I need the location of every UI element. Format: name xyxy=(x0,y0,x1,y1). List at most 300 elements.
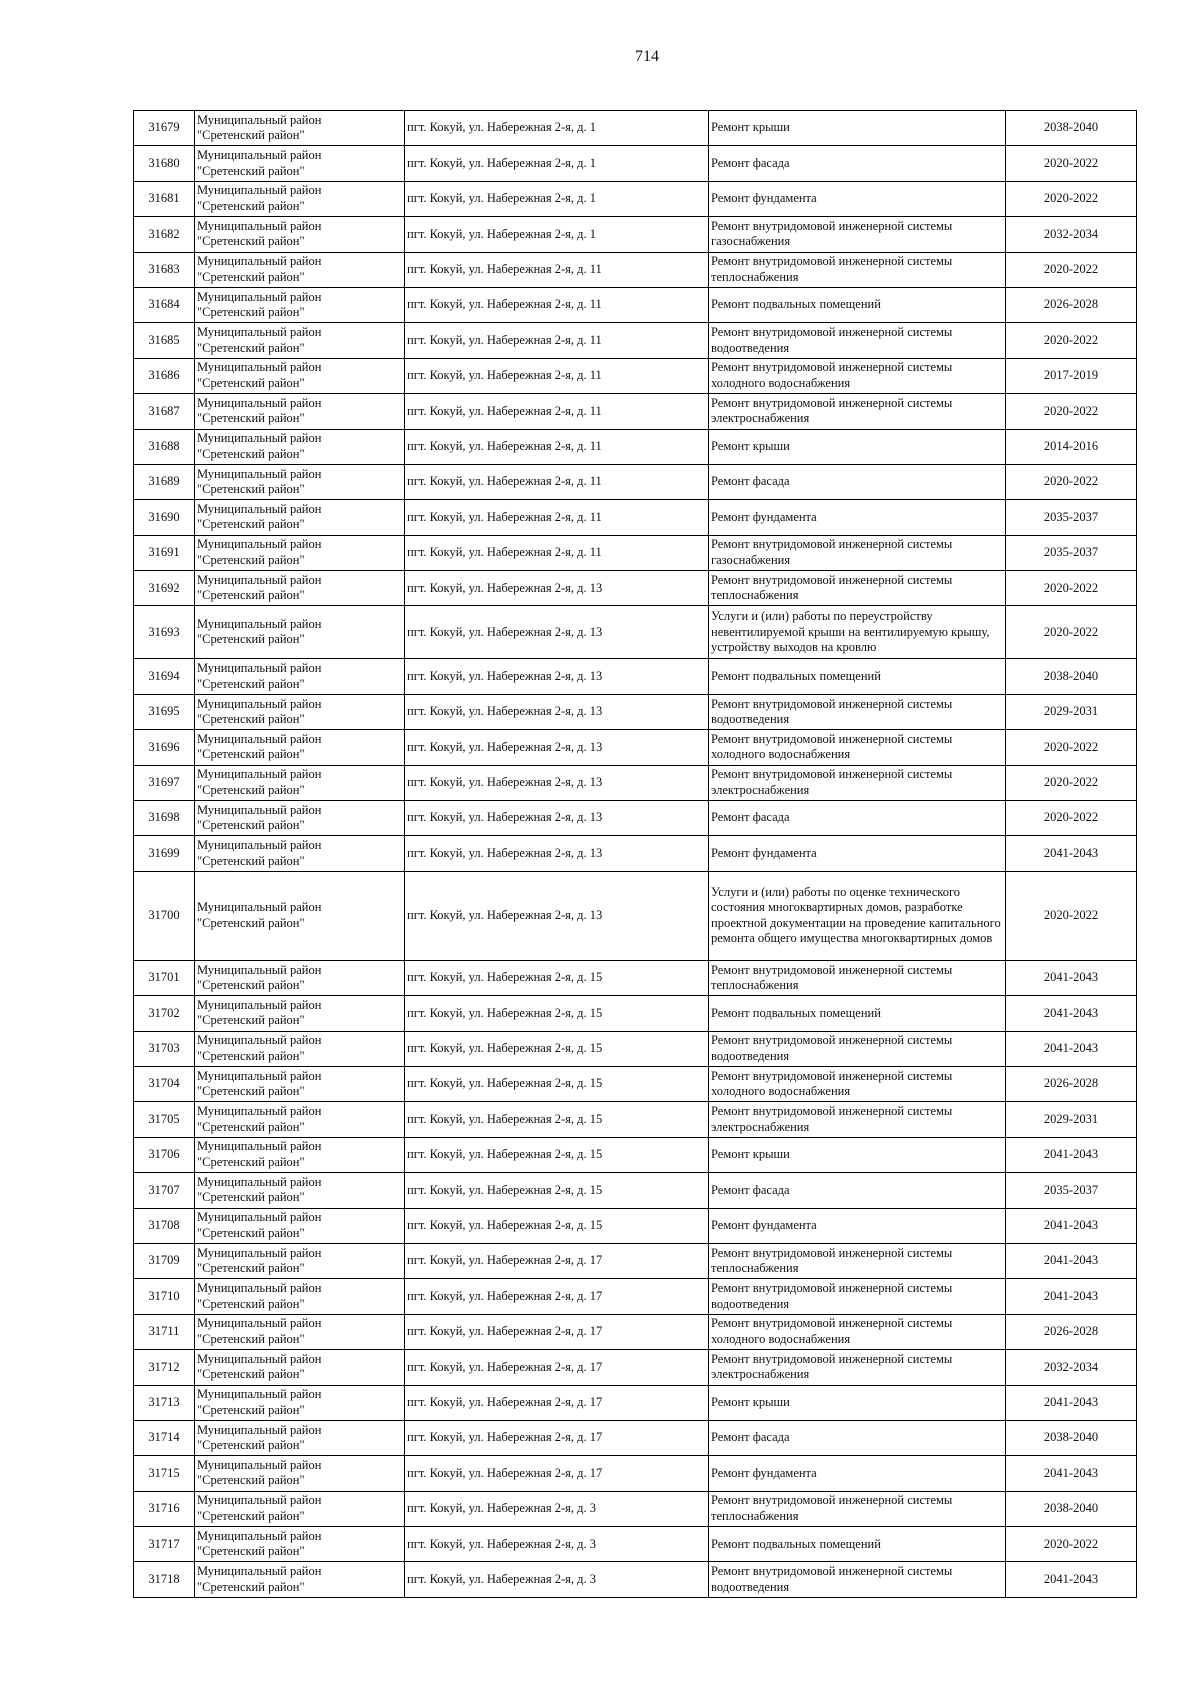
period: 2020-2022 xyxy=(1006,571,1137,606)
record-number: 31684 xyxy=(134,287,195,322)
period: 2041-2043 xyxy=(1006,1279,1137,1314)
municipality-line-1: Муниципальный район xyxy=(197,1457,322,1472)
record-number: 31701 xyxy=(134,960,195,995)
table-row xyxy=(134,836,1137,871)
municipality-line-1: Муниципальный район xyxy=(197,537,322,552)
table-row xyxy=(134,1137,1137,1172)
period: 2038-2040 xyxy=(1006,1491,1137,1526)
period: 2041-2043 xyxy=(1006,960,1137,995)
municipality-line-1: Муниципальный район xyxy=(197,501,322,516)
municipality xyxy=(195,358,405,393)
period: 2020-2022 xyxy=(1006,765,1137,800)
municipality-line-2: "Сретенский район" xyxy=(197,712,305,727)
table-row xyxy=(134,358,1137,393)
work-type: Ремонт фасада xyxy=(709,146,1006,181)
period: 2041-2043 xyxy=(1006,1137,1137,1172)
work-type: Ремонт подвальных помещений xyxy=(709,659,1006,694)
municipality-line-2: "Сретенский район" xyxy=(197,915,305,930)
work-type: Ремонт подвальных помещений xyxy=(709,1527,1006,1562)
municipality-line-1: Муниципальный район xyxy=(197,325,322,340)
table-row xyxy=(134,111,1137,146)
table-row xyxy=(134,765,1137,800)
municipality-line-2: "Сретенский район" xyxy=(197,128,305,143)
work-type: Ремонт внутридомовой инженерной системы холодного водоснабжения xyxy=(709,1314,1006,1349)
municipality xyxy=(195,1066,405,1101)
table-row xyxy=(134,1350,1137,1385)
work-type: Ремонт фасада xyxy=(709,1420,1006,1455)
work-type: Ремонт внутридомовой инженерной системы водоотведения xyxy=(709,694,1006,729)
period: 2035-2037 xyxy=(1006,500,1137,535)
table-row xyxy=(134,535,1137,570)
municipality xyxy=(195,836,405,871)
municipality xyxy=(195,1456,405,1491)
municipality xyxy=(195,1385,405,1420)
record-number: 31699 xyxy=(134,836,195,871)
municipality xyxy=(195,606,405,659)
table-row xyxy=(134,996,1137,1031)
municipality-line-1: Муниципальный район xyxy=(197,1174,322,1189)
work-type: Ремонт крыши xyxy=(709,429,1006,464)
record-number: 31709 xyxy=(134,1243,195,1278)
municipality-line-2: "Сретенский район" xyxy=(197,411,305,426)
work-type: Ремонт внутридомовой инженерной системы теплоснабжения xyxy=(709,252,1006,287)
work-type: Ремонт внутридомовой инженерной системы электроснабжения xyxy=(709,1102,1006,1137)
record-number: 31686 xyxy=(134,358,195,393)
table-row xyxy=(134,287,1137,322)
municipality-line-1: Муниципальный район xyxy=(197,395,322,410)
municipality-line-1: Муниципальный район xyxy=(197,148,322,163)
table-row xyxy=(134,571,1137,606)
table-row xyxy=(134,146,1137,181)
table-row xyxy=(134,1208,1137,1243)
municipality xyxy=(195,1102,405,1137)
municipality-line-2: "Сретенский район" xyxy=(197,1296,305,1311)
address: пгт. Кокуй, ул. Набережная 2-я, д. 1 xyxy=(405,111,709,146)
table-row xyxy=(134,464,1137,499)
period: 2026-2028 xyxy=(1006,1066,1137,1101)
table-row xyxy=(134,1385,1137,1420)
record-number: 31679 xyxy=(134,111,195,146)
record-number: 31681 xyxy=(134,181,195,216)
municipality-line-1: Муниципальный район xyxy=(197,1422,322,1437)
municipality xyxy=(195,1031,405,1066)
table-row xyxy=(134,694,1137,729)
period: 2041-2043 xyxy=(1006,1208,1137,1243)
municipality xyxy=(195,323,405,358)
municipality-line-2: "Сретенский район" xyxy=(197,1508,305,1523)
address: пгт. Кокуй, ул. Набережная 2-я, д. 15 xyxy=(405,1031,709,1066)
municipality-line-1: Муниципальный район xyxy=(197,289,322,304)
address: пгт. Кокуй, ул. Набережная 2-я, д. 17 xyxy=(405,1279,709,1314)
record-number: 31707 xyxy=(134,1173,195,1208)
record-number: 31693 xyxy=(134,606,195,659)
municipality xyxy=(195,1173,405,1208)
municipality-line-1: Муниципальный район xyxy=(197,900,322,915)
municipality xyxy=(195,1243,405,1278)
period: 2020-2022 xyxy=(1006,181,1137,216)
record-number: 31708 xyxy=(134,1208,195,1243)
address: пгт. Кокуй, ул. Набережная 2-я, д. 15 xyxy=(405,1208,709,1243)
record-number: 31703 xyxy=(134,1031,195,1066)
municipality-line-2: "Сретенский район" xyxy=(197,375,305,390)
record-number: 31706 xyxy=(134,1137,195,1172)
municipality-line-1: Муниципальный район xyxy=(197,572,322,587)
municipality-line-2: "Сретенский район" xyxy=(197,1367,305,1382)
table-row xyxy=(134,323,1137,358)
record-number: 31683 xyxy=(134,252,195,287)
municipality-line-2: "Сретенский район" xyxy=(197,1331,305,1346)
municipality-line-2: "Сретенский район" xyxy=(197,1190,305,1205)
work-type: Ремонт внутридомовой инженерной системы холодного водоснабжения xyxy=(709,1066,1006,1101)
municipality xyxy=(195,1527,405,1562)
address: пгт. Кокуй, ул. Набережная 2-я, д. 11 xyxy=(405,464,709,499)
municipality-line-2: "Сретенский район" xyxy=(197,747,305,762)
municipality-line-2: "Сретенский район" xyxy=(197,1544,305,1559)
municipality-line-1: Муниципальный район xyxy=(197,1245,322,1260)
record-number: 31705 xyxy=(134,1102,195,1137)
municipality-line-1: Муниципальный район xyxy=(197,1033,322,1048)
work-type: Ремонт внутридомовой инженерной системы электроснабжения xyxy=(709,765,1006,800)
record-number: 31718 xyxy=(134,1562,195,1597)
record-number: 31712 xyxy=(134,1350,195,1385)
address: пгт. Кокуй, ул. Набережная 2-я, д. 13 xyxy=(405,659,709,694)
municipality xyxy=(195,252,405,287)
municipality xyxy=(195,659,405,694)
municipality xyxy=(195,1491,405,1526)
address: пгт. Кокуй, ул. Набережная 2-я, д. 13 xyxy=(405,571,709,606)
table-row xyxy=(134,429,1137,464)
record-number: 31689 xyxy=(134,464,195,499)
municipality-line-1: Муниципальный район xyxy=(197,183,322,198)
municipality-line-1: Муниципальный район xyxy=(197,731,322,746)
period: 2035-2037 xyxy=(1006,1173,1137,1208)
address: пгт. Кокуй, ул. Набережная 2-я, д. 3 xyxy=(405,1527,709,1562)
municipality-line-2: "Сретенский район" xyxy=(197,1402,305,1417)
municipality xyxy=(195,429,405,464)
municipality-line-1: Муниципальный район xyxy=(197,767,322,782)
table-body xyxy=(134,111,1137,1598)
work-type: Ремонт фундамента xyxy=(709,1208,1006,1243)
municipality-line-2: "Сретенский район" xyxy=(197,234,305,249)
municipality-line-2: "Сретенский район" xyxy=(197,552,305,567)
record-number: 31692 xyxy=(134,571,195,606)
address: пгт. Кокуй, ул. Набережная 2-я, д. 3 xyxy=(405,1562,709,1597)
municipality-line-1: Муниципальный район xyxy=(197,616,322,631)
address: пгт. Кокуй, ул. Набережная 2-я, д. 15 xyxy=(405,1173,709,1208)
table-row xyxy=(134,252,1137,287)
address: пгт. Кокуй, ул. Набережная 2-я, д. 17 xyxy=(405,1420,709,1455)
municipality-line-2: "Сретенский район" xyxy=(197,782,305,797)
municipality xyxy=(195,765,405,800)
record-number: 31717 xyxy=(134,1527,195,1562)
table-row xyxy=(134,801,1137,836)
record-number: 31713 xyxy=(134,1385,195,1420)
record-number: 31691 xyxy=(134,535,195,570)
municipality xyxy=(195,146,405,181)
period: 2041-2043 xyxy=(1006,1031,1137,1066)
municipality xyxy=(195,500,405,535)
address: пгт. Кокуй, ул. Набережная 2-я, д. 13 xyxy=(405,871,709,960)
municipality xyxy=(195,1137,405,1172)
address: пгт. Кокуй, ул. Набережная 2-я, д. 11 xyxy=(405,323,709,358)
period: 2020-2022 xyxy=(1006,606,1137,659)
record-number: 31702 xyxy=(134,996,195,1031)
address: пгт. Кокуй, ул. Набережная 2-я, д. 15 xyxy=(405,1137,709,1172)
municipality xyxy=(195,1420,405,1455)
municipality-line-2: "Сретенский район" xyxy=(197,1225,305,1240)
work-type: Ремонт внутридомовой инженерной системы электроснабжения xyxy=(709,1350,1006,1385)
municipality-line-2: "Сретенский район" xyxy=(197,163,305,178)
work-type: Ремонт фундамента xyxy=(709,500,1006,535)
period: 2020-2022 xyxy=(1006,801,1137,836)
address: пгт. Кокуй, ул. Набережная 2-я, д. 1 xyxy=(405,181,709,216)
period: 2041-2043 xyxy=(1006,836,1137,871)
municipality xyxy=(195,111,405,146)
municipality-line-1: Муниципальный район xyxy=(197,1281,322,1296)
table-row xyxy=(134,960,1137,995)
municipality-line-2: "Сретенский район" xyxy=(197,1261,305,1276)
record-number: 31714 xyxy=(134,1420,195,1455)
table-row xyxy=(134,1491,1137,1526)
municipality-line-1: Муниципальный район xyxy=(197,254,322,269)
address: пгт. Кокуй, ул. Набережная 2-я, д. 1 xyxy=(405,146,709,181)
address: пгт. Кокуй, ул. Набережная 2-я, д. 17 xyxy=(405,1243,709,1278)
period: 2020-2022 xyxy=(1006,464,1137,499)
municipality-line-1: Муниципальный район xyxy=(197,466,322,481)
period: 2017-2019 xyxy=(1006,358,1137,393)
period: 2041-2043 xyxy=(1006,1243,1137,1278)
period: 2029-2031 xyxy=(1006,1102,1137,1137)
record-number: 31704 xyxy=(134,1066,195,1101)
period: 2041-2043 xyxy=(1006,1562,1137,1597)
period: 2020-2022 xyxy=(1006,394,1137,429)
period: 2035-2037 xyxy=(1006,535,1137,570)
municipality-line-2: "Сретенский район" xyxy=(197,198,305,213)
municipality-line-2: "Сретенский район" xyxy=(197,853,305,868)
work-type: Ремонт фундамента xyxy=(709,1456,1006,1491)
table-row xyxy=(134,1420,1137,1455)
record-number: 31682 xyxy=(134,217,195,252)
period: 2026-2028 xyxy=(1006,287,1137,322)
table-row xyxy=(134,730,1137,765)
work-type: Ремонт внутридомовой инженерной системы теплоснабжения xyxy=(709,1243,1006,1278)
municipality-line-2: "Сретенский район" xyxy=(197,340,305,355)
table-row xyxy=(134,1527,1137,1562)
address: пгт. Кокуй, ул. Набережная 2-я, д. 17 xyxy=(405,1456,709,1491)
work-type: Ремонт фундамента xyxy=(709,836,1006,871)
table-row xyxy=(134,1243,1137,1278)
municipality-line-2: "Сретенский район" xyxy=(197,1119,305,1134)
municipality-line-1: Муниципальный район xyxy=(197,1387,322,1402)
work-type: Ремонт внутридомовой инженерной системы водоотведения xyxy=(709,323,1006,358)
municipality-line-1: Муниципальный район xyxy=(197,1139,322,1154)
work-type: Ремонт фасада xyxy=(709,464,1006,499)
municipality xyxy=(195,287,405,322)
municipality-line-1: Муниципальный район xyxy=(197,1104,322,1119)
municipality-line-2: "Сретенский район" xyxy=(197,446,305,461)
work-type: Ремонт внутридомовой инженерной системы газоснабжения xyxy=(709,535,1006,570)
record-number: 31698 xyxy=(134,801,195,836)
address: пгт. Кокуй, ул. Набережная 2-я, д. 13 xyxy=(405,836,709,871)
record-number: 31694 xyxy=(134,659,195,694)
table-row xyxy=(134,1279,1137,1314)
work-type: Ремонт фасада xyxy=(709,801,1006,836)
record-number: 31711 xyxy=(134,1314,195,1349)
record-number: 31700 xyxy=(134,871,195,960)
period: 2041-2043 xyxy=(1006,1456,1137,1491)
work-type: Ремонт внутридомовой инженерной системы водоотведения xyxy=(709,1562,1006,1597)
table-row xyxy=(134,1102,1137,1137)
work-type: Ремонт внутридомовой инженерной системы теплоснабжения xyxy=(709,1491,1006,1526)
period: 2020-2022 xyxy=(1006,1527,1137,1562)
municipality xyxy=(195,394,405,429)
address: пгт. Кокуй, ул. Набережная 2-я, д. 13 xyxy=(405,730,709,765)
work-type: Ремонт подвальных помещений xyxy=(709,996,1006,1031)
address: пгт. Кокуй, ул. Набережная 2-я, д. 11 xyxy=(405,358,709,393)
address: пгт. Кокуй, ул. Набережная 2-я, д. 11 xyxy=(405,429,709,464)
municipality xyxy=(195,694,405,729)
table-row xyxy=(134,659,1137,694)
table-row xyxy=(134,1456,1137,1491)
address: пгт. Кокуй, ул. Набережная 2-я, д. 15 xyxy=(405,1066,709,1101)
municipality-line-2: "Сретенский район" xyxy=(197,1473,305,1488)
municipality-line-1: Муниципальный район xyxy=(197,696,322,711)
period: 2020-2022 xyxy=(1006,871,1137,960)
work-type: Ремонт подвальных помещений xyxy=(709,287,1006,322)
table-row xyxy=(134,500,1137,535)
municipality-line-1: Муниципальный район xyxy=(197,1068,322,1083)
municipality xyxy=(195,730,405,765)
municipality-line-2: "Сретенский район" xyxy=(197,1084,305,1099)
table-row xyxy=(134,1314,1137,1349)
municipality-line-1: Муниципальный район xyxy=(197,661,322,676)
municipality-line-1: Муниципальный район xyxy=(197,1493,322,1508)
municipality-line-1: Муниципальный район xyxy=(197,1564,322,1579)
address: пгт. Кокуй, ул. Набережная 2-я, д. 11 xyxy=(405,535,709,570)
municipality xyxy=(195,871,405,960)
municipality-line-2: "Сретенский район" xyxy=(197,588,305,603)
record-number: 31716 xyxy=(134,1491,195,1526)
municipality-line-2: "Сретенский район" xyxy=(197,517,305,532)
municipality-line-2: "Сретенский район" xyxy=(197,1154,305,1169)
period: 2020-2022 xyxy=(1006,323,1137,358)
address: пгт. Кокуй, ул. Набережная 2-я, д. 17 xyxy=(405,1350,709,1385)
table-row xyxy=(134,181,1137,216)
municipality xyxy=(195,1350,405,1385)
period: 2038-2040 xyxy=(1006,1420,1137,1455)
work-type: Услуги и (или) работы по оценке технического состояния многоквартирных домов, разработке проектной документации на проведение капитального ремонта общего имущества многоквартирных домов xyxy=(709,871,1006,960)
municipality xyxy=(195,464,405,499)
municipality xyxy=(195,217,405,252)
municipality-line-1: Муниципальный район xyxy=(197,1528,322,1543)
work-type: Ремонт внутридомовой инженерной системы водоотведения xyxy=(709,1031,1006,1066)
work-type: Ремонт крыши xyxy=(709,111,1006,146)
municipality-line-1: Муниципальный район xyxy=(197,1210,322,1225)
municipality xyxy=(195,181,405,216)
work-type: Ремонт внутридомовой инженерной системы теплоснабжения xyxy=(709,960,1006,995)
record-number: 31685 xyxy=(134,323,195,358)
record-number: 31687 xyxy=(134,394,195,429)
address: пгт. Кокуй, ул. Набережная 2-я, д. 11 xyxy=(405,394,709,429)
address: пгт. Кокуй, ул. Набережная 2-я, д. 15 xyxy=(405,960,709,995)
work-type: Ремонт внутридомовой инженерной системы холодного водоснабжения xyxy=(709,358,1006,393)
municipality-line-2: "Сретенский район" xyxy=(197,1579,305,1594)
municipality-line-2: "Сретенский район" xyxy=(197,632,305,647)
municipality-line-1: Муниципальный район xyxy=(197,112,322,127)
work-type: Ремонт внутридомовой инженерной системы водоотведения xyxy=(709,1279,1006,1314)
record-number: 31710 xyxy=(134,1279,195,1314)
municipality-line-1: Муниципальный район xyxy=(197,1316,322,1331)
period: 2020-2022 xyxy=(1006,146,1137,181)
municipality-line-2: "Сретенский район" xyxy=(197,818,305,833)
address: пгт. Кокуй, ул. Набережная 2-я, д. 15 xyxy=(405,1102,709,1137)
address: пгт. Кокуй, ул. Набережная 2-я, д. 3 xyxy=(405,1491,709,1526)
period: 2038-2040 xyxy=(1006,111,1137,146)
municipality xyxy=(195,571,405,606)
table-row xyxy=(134,1562,1137,1597)
table-row xyxy=(134,394,1137,429)
municipality-line-1: Муниципальный район xyxy=(197,838,322,853)
work-type: Ремонт внутридомовой инженерной системы теплоснабжения xyxy=(709,571,1006,606)
address: пгт. Кокуй, ул. Набережная 2-я, д. 11 xyxy=(405,500,709,535)
address: пгт. Кокуй, ул. Набережная 2-я, д. 13 xyxy=(405,801,709,836)
address: пгт. Кокуй, ул. Набережная 2-я, д. 1 xyxy=(405,217,709,252)
period: 2032-2034 xyxy=(1006,217,1137,252)
record-number: 31690 xyxy=(134,500,195,535)
period: 2026-2028 xyxy=(1006,1314,1137,1349)
record-number: 31715 xyxy=(134,1456,195,1491)
table-row xyxy=(134,606,1137,659)
record-number: 31696 xyxy=(134,730,195,765)
municipality xyxy=(195,1208,405,1243)
table-row xyxy=(134,217,1137,252)
municipality-line-2: "Сретенский район" xyxy=(197,676,305,691)
work-type: Ремонт фасада xyxy=(709,1173,1006,1208)
municipality xyxy=(195,1279,405,1314)
table-row xyxy=(134,1066,1137,1101)
municipality xyxy=(195,1314,405,1349)
repair-schedule-table xyxy=(133,110,1137,1598)
municipality-line-1: Муниципальный район xyxy=(197,1351,322,1366)
address: пгт. Кокуй, ул. Набережная 2-я, д. 17 xyxy=(405,1314,709,1349)
record-number: 31697 xyxy=(134,765,195,800)
municipality-line-1: Муниципальный район xyxy=(197,802,322,817)
work-type: Услуги и (или) работы по переустройству невентилируемой крыши на вентилируемую крышу, устройству выходов на кровлю xyxy=(709,606,1006,659)
municipality-line-2: "Сретенский район" xyxy=(197,1438,305,1453)
address: пгт. Кокуй, ул. Набережная 2-я, д. 13 xyxy=(405,606,709,659)
work-type: Ремонт внутридомовой инженерной системы холодного водоснабжения xyxy=(709,730,1006,765)
table-row xyxy=(134,871,1137,960)
municipality xyxy=(195,535,405,570)
table-row xyxy=(134,1031,1137,1066)
municipality xyxy=(195,801,405,836)
period: 2032-2034 xyxy=(1006,1350,1137,1385)
municipality-line-2: "Сретенский район" xyxy=(197,978,305,992)
municipality-line-2: "Сретенский район" xyxy=(197,1013,305,1028)
table-row xyxy=(134,1173,1137,1208)
address: пгт. Кокуй, ул. Набережная 2-я, д. 13 xyxy=(405,694,709,729)
period: 2020-2022 xyxy=(1006,252,1137,287)
municipality-line-2: "Сретенский район" xyxy=(197,482,305,497)
municipality-line-1: Муниципальный район xyxy=(197,218,322,233)
work-type: Ремонт фундамента xyxy=(709,181,1006,216)
municipality xyxy=(195,1562,405,1597)
period: 2014-2016 xyxy=(1006,429,1137,464)
municipality-line-1: Муниципальный район xyxy=(197,360,322,375)
period: 2020-2022 xyxy=(1006,730,1137,765)
record-number: 31695 xyxy=(134,694,195,729)
period: 2038-2040 xyxy=(1006,659,1137,694)
